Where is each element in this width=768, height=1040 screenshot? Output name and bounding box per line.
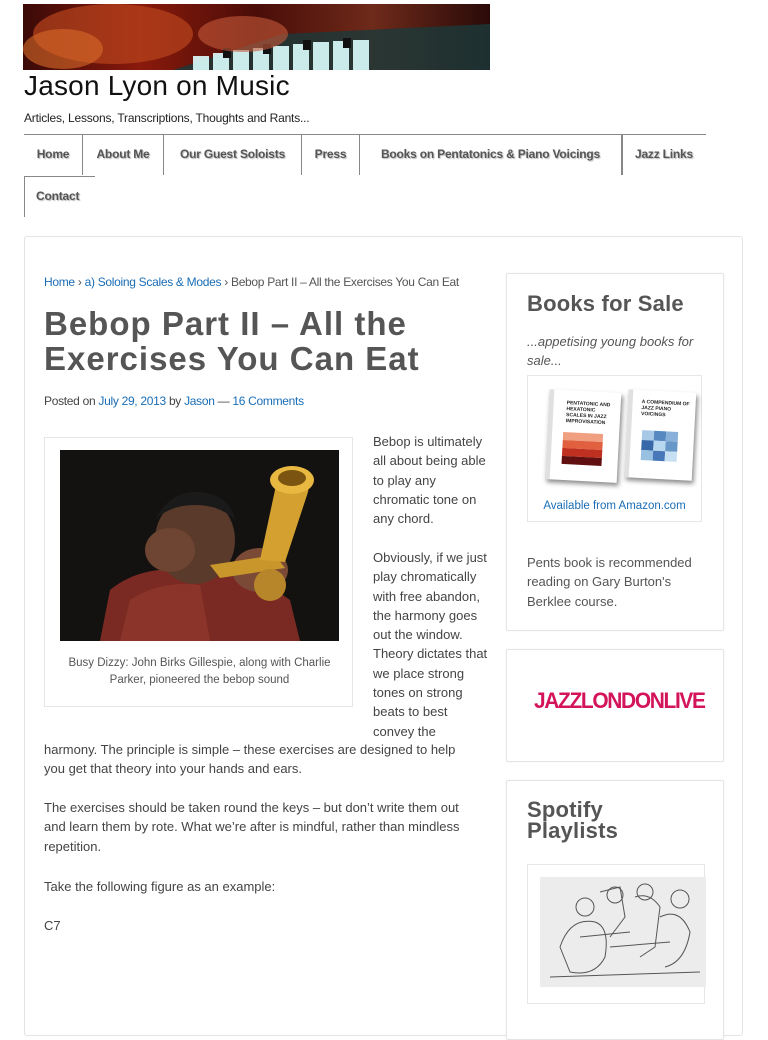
p1-line: Bebop is ultimately — [373, 434, 483, 449]
books-widget — [506, 273, 724, 631]
by-label: by — [168, 394, 182, 408]
spotify-title-line2: Playlists — [527, 818, 619, 843]
nav-item-home[interactable]: Home — [24, 134, 83, 175]
post-title: Bebop Part II – All the Exercises You Can Eat — [44, 305, 420, 377]
spotify-widget-title — [527, 799, 618, 841]
breadcrumb-separator: › — [224, 275, 228, 289]
p1-line: chromatic tone on — [373, 491, 477, 507]
p2-line: convey the — [373, 723, 436, 739]
book-voicings-cover[interactable] — [624, 389, 697, 480]
book-pentatonics-cover[interactable] — [545, 389, 622, 483]
p2-full-line: harmony. The principle is simple – these exercises are designed to help — [44, 742, 456, 757]
spotify-title-line1: Spotify — [527, 797, 603, 822]
post-meta — [44, 394, 304, 408]
amazon-link[interactable]: Available from Amazon.com — [543, 500, 686, 512]
nav-item-guest-soloists[interactable]: Our Guest Soloists — [164, 134, 302, 175]
breadcrumb-home-link[interactable]: Home — [44, 275, 75, 289]
spotify-widget — [506, 780, 724, 1040]
p2-line: Obviously, if we just — [373, 550, 487, 565]
breadcrumb-current: Bebop Part II – All the Exercises You Can Eat — [230, 275, 459, 289]
paragraph-2-wide — [44, 740, 494, 779]
nav-item-jazz-links[interactable]: Jazz Links — [634, 147, 694, 161]
posted-on-label: Posted on — [44, 394, 96, 408]
p2-line: with free abandon, — [373, 588, 480, 604]
nav-item-about-me[interactable]: About Me — [83, 134, 164, 175]
meta-dash: — — [217, 394, 230, 408]
books-tagline: ...appetising young books for sale... — [527, 334, 694, 369]
p3-line: The exercises should be taken round the keys – but don’t write them out — [44, 800, 459, 815]
author-link[interactable]: Jason — [184, 394, 215, 408]
p3-line: and learn them by rote. What we’re after is mindful, rather than mindless — [44, 819, 460, 835]
post-date-link[interactable]: July 29, 2013 — [98, 394, 166, 408]
p2-line: the harmony goes — [373, 607, 478, 623]
paragraph-4 — [44, 877, 494, 896]
jazzlondonlive-logo[interactable]: JAZZLONDONLIVE — [534, 688, 705, 713]
p2-full-line: you get that theory into your hands and ears. — [44, 761, 303, 777]
comments-link[interactable]: 16 Comments — [232, 394, 304, 408]
site-description: Articles, Lessons, Transcriptions, Thoughts and Rants... — [24, 111, 310, 125]
jazz-band-sketch-image[interactable] — [540, 877, 706, 987]
book-voicings-title: A COMPENDIUM OF JAZZ PIANO VOICINGS — [640, 399, 690, 419]
paragraph-1 — [373, 432, 498, 528]
nav-item-contact[interactable]: Contact — [24, 176, 95, 217]
spotify-image-box[interactable] — [527, 864, 705, 1004]
site-title[interactable]: Jason Lyon on Music — [24, 70, 290, 101]
paragraph-5 — [44, 916, 494, 935]
breadcrumb-category-link[interactable]: a) Soloing Scales & Modes — [84, 275, 222, 289]
nav-item-press[interactable]: Press — [302, 134, 360, 175]
p1-line: all about being able — [373, 453, 486, 469]
p2-line: out the window. — [373, 627, 463, 643]
dizzy-gillespie-photo[interactable] — [60, 450, 339, 641]
chord-label: C7 — [44, 918, 61, 933]
breadcrumb — [44, 275, 459, 289]
p2-line: play chromatically — [373, 569, 477, 585]
books-recommendation: Pents book is recommended reading on Gary Burton's Berklee course. — [527, 555, 692, 609]
p3-line: repetition. — [44, 838, 102, 854]
books-widget-title: Books for Sale — [527, 291, 684, 316]
p2-line: Theory dictates that — [373, 646, 488, 662]
header-banner-image[interactable] — [23, 4, 490, 70]
p1-line: any chord. — [373, 511, 434, 527]
figure-caption: Busy Dizzy: John Birks Gillespie, along with Charlie Parker, pioneered the bebop sound — [68, 657, 331, 686]
nav-item-books[interactable]: Books on Pentatonics & Piano Voicings — [360, 134, 622, 175]
jazzlondonlive-widget — [506, 649, 724, 762]
p2-line: we place strong — [373, 665, 465, 681]
book-pentatonics-title: PENTATONIC AND HEXATONIC SCALES IN JAZZ IMPROVISATION — [565, 400, 611, 427]
p2-line: beats to best — [373, 704, 448, 720]
books-image-box[interactable] — [527, 375, 702, 522]
paragraph-2-narrow — [373, 548, 498, 741]
nav-divider — [622, 134, 623, 175]
p1-line: to play any — [373, 472, 436, 488]
post-figure — [44, 437, 353, 707]
breadcrumb-separator: › — [77, 275, 82, 289]
paragraph-3 — [44, 798, 494, 856]
p2-line: tones on strong — [373, 685, 463, 701]
p4-text: Take the following figure as an example: — [44, 879, 276, 894]
